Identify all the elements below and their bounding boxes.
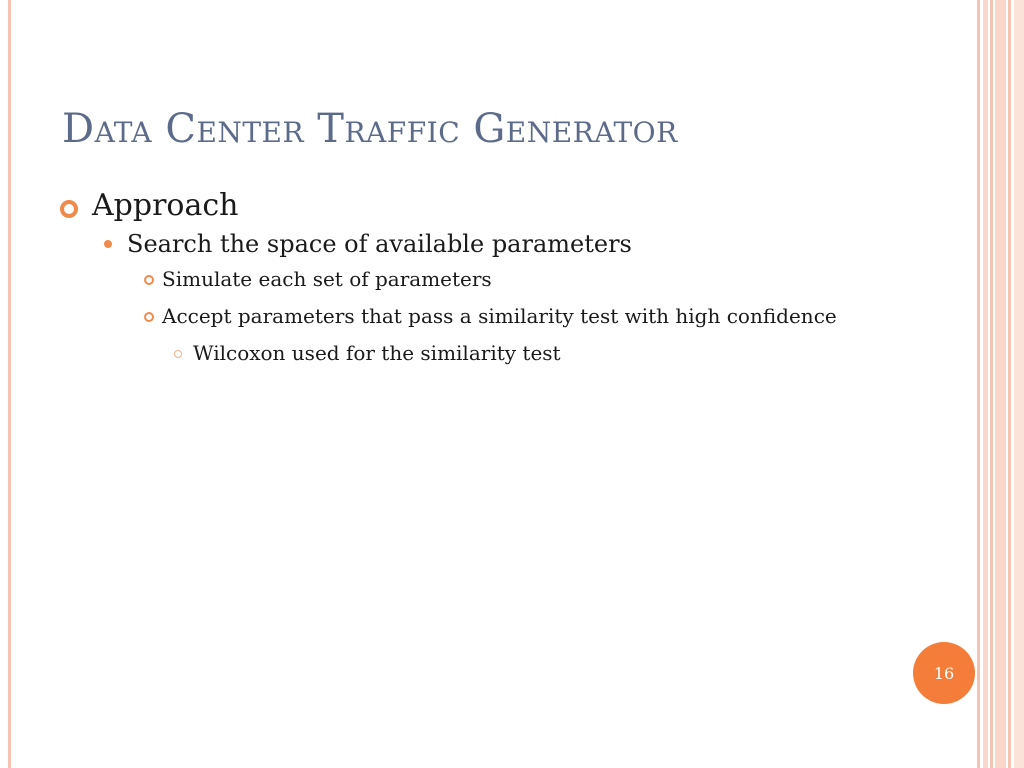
right-stripe [990, 0, 993, 768]
bullet-level-1 [60, 186, 920, 226]
bullet-level-3 [144, 264, 920, 294]
bullet-text: Search the space of available parameters [127, 230, 632, 258]
bullet-text: Wilcoxon used for the similarity test [193, 341, 561, 365]
left-frame-line [8, 0, 11, 768]
right-stripe [995, 0, 1006, 768]
bullet-level-2 [104, 227, 920, 261]
ring-bullet-icon [174, 350, 182, 358]
ring-bullet-icon [144, 312, 154, 322]
bullet-text: Simulate each set of parameters [162, 267, 492, 291]
slide-title: Data Center Traffic Generator [62, 106, 678, 152]
bullet-text: Accept parameters that pass a similarity test with high confidence [162, 304, 837, 328]
right-stripe [1008, 0, 1011, 768]
right-stripe [1014, 0, 1024, 768]
dot-bullet-icon [104, 240, 112, 248]
bullet-list [60, 186, 920, 368]
ring-bullet-icon [60, 200, 78, 218]
right-stripe [977, 0, 980, 768]
ring-bullet-icon [144, 275, 154, 285]
bullet-level-4 [174, 338, 920, 368]
right-stripe [983, 0, 988, 768]
bullet-level-3 [144, 301, 920, 331]
bullet-text: Approach [92, 188, 239, 223]
page-number-badge: 16 [913, 642, 975, 704]
